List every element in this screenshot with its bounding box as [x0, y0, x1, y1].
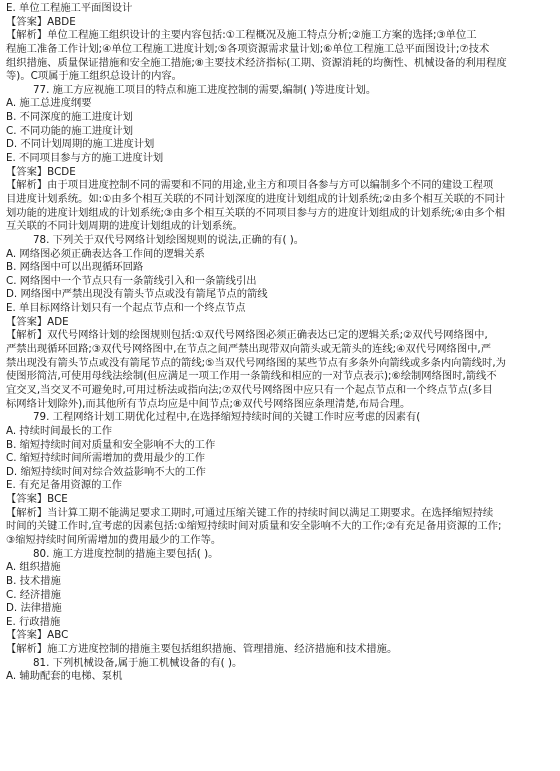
explanation-continuation: 严禁出现循环回路;③双代号网络图中,在节点之间严禁出现带双向箭头或无箭头的连线;④双代号网络图中,严: [6, 343, 492, 356]
answer-key: 【答案】BCDE: [6, 165, 76, 178]
answer-option: E. 单目标网络计划只有一个起点节点和一个终点节点: [6, 302, 246, 315]
explanation-continuation: 组织措施、质量保证措施和安全施工措施;⑧主要技术经济指标(工期、资源消耗的均衡性、机械设备的利用程度: [6, 56, 507, 69]
answer-option: A. 网络图必须正确表达各工作间的逻辑关系: [6, 247, 205, 260]
explanation-continuation: 使图形简洁,可使用母线法绘制(但应满足一项工作用一条箭线和相应的一对节点表示);⑥绘制网络图时,箭线不: [6, 370, 497, 383]
answer-option: B. 缩短持续时间对质量和安全影响不大的工作: [6, 438, 216, 451]
answer-option: D. 法律措施: [6, 602, 62, 615]
answer-key: 【答案】ABC: [6, 629, 69, 642]
answer-option: E. 不同项目参与方的施工进度计划: [6, 152, 164, 165]
answer-key: 【答案】ABDE: [6, 15, 76, 28]
answer-option: C. 缩短持续时间所需增加的费用最少的工作: [6, 452, 206, 465]
answer-option: A. 辅助配套的电梯、泵机: [6, 670, 123, 683]
explanation-continuation: 宜交叉,当交叉不可避免时,可用过桥法或指向法;⑦双代号网络图中应只有一个起点节点和一个终点节点(多目: [6, 383, 493, 396]
answer-option: D. 不同计划周期的施工进度计划: [6, 138, 155, 151]
explanation-continuation: 标网络计划除外),而其他所有节点均应是中间节点;⑧双代号网络图应条理清楚,布局合理。: [6, 397, 411, 410]
answer-option: C. 不同功能的施工进度计划: [6, 124, 134, 137]
question-stem: 80. 施工方进度控制的措施主要包括( )。: [33, 547, 219, 560]
explanation-continuation: 禁出现没有箭头节点或没有箭尾节点的箭线;⑤当双代号网络图的某些节点有多条外向箭线或多条内向箭线时,为: [6, 356, 506, 369]
answer-option: C. 网络图中一个节点只有一条箭线引入和一条箭线引出: [6, 274, 257, 287]
answer-option: A. 施工总进度纲要: [6, 97, 92, 110]
explanation-start: 【解析】单位工程施工组织设计的主要内容包括:①工程概况及施工特点分析;②施工方案的选择;③单位工: [6, 29, 477, 42]
explanation-continuation: 目进度计划系统。如:①由多个相互关联的不同计划深度的进度计划组成的计划系统;②由多个相互关联的不同计: [6, 192, 506, 205]
explanation-start: 【解析】施工方进度控制的措施主要包括组织措施、管理措施、经济措施和技术措施。: [6, 643, 398, 656]
answer-option: B. 技术措施: [6, 574, 61, 587]
explanation-continuation: 等)。C项属于施工组织总设计的内容。: [6, 70, 182, 83]
answer-option: A. 持续时间最长的工作: [6, 424, 113, 437]
answer-option: E. 有充足备用资源的工作: [6, 479, 123, 492]
answer-option: C. 经济措施: [6, 588, 61, 601]
answer-option: A. 组织措施: [6, 561, 61, 574]
explanation-start: 【解析】由于项目进度控制不同的需要和不同的用途,业主方和项目各参与方可以编制多个不同的建设工程项: [6, 179, 494, 192]
answer-option: B. 不同深度的施工进度计划: [6, 111, 133, 124]
answer-option: E. 单位工程施工平面图设计: [6, 2, 133, 14]
answer-key: 【答案】BCE: [6, 493, 68, 506]
answer-option: D. 缩短持续时间对综合效益影响不大的工作: [6, 465, 206, 478]
explanation-start: 【解析】当计算工期不能满足要求工期时,可通过压缩关键工作的持续时间以满足工期要求。在选择缩短持续: [6, 506, 494, 519]
answer-key: 【答案】ADE: [6, 315, 69, 328]
question-stem: 78. 下列关于双代号网络计划绘图规则的说法,正确的有( )。: [33, 233, 305, 246]
question-stem: 77. 施工方应视施工项目的特点和施工进度控制的需要,编制( )等进度计划。: [33, 83, 377, 96]
answer-option: D. 网络图中严禁出现没有箭头节点或没有箭尾节点的箭线: [6, 288, 268, 301]
explanation-continuation: 互关联的不同计划周期的进度计划组成的计划系统。: [6, 220, 243, 233]
explanation-continuation: 程施工准备工作计划;④单位工程施工进度计划;⑤各项资源需求量计划;⑥单位工程施工总平面图设计;⑦技术: [6, 42, 490, 55]
question-stem: 79. 工程网络计划工期优化过程中,在选择缩短持续时间的关键工作时应考虑的因素有(: [33, 411, 421, 424]
question-stem: 81. 下列机械设备,属于施工机械设备的有( )。: [33, 656, 243, 669]
document-page: [6, 2, 554, 684]
explanation-continuation: 划功能的进度计划组成的计划系统;③由多个相互关联的不同项目参与方的进度计划组成的计划系统;④由多个相: [6, 206, 506, 219]
explanation-start: 【解析】双代号网络计划的绘图规则包括:①双代号网络图必须正确表达已定的逻辑关系;②双代号网络图中,: [6, 329, 488, 342]
answer-option: E. 行政措施: [6, 615, 61, 628]
explanation-continuation: 时间的关键工作时,宜考虑的因素包括:①缩短持续时间对质量和安全影响不大的工作;②有充足备用资源的工作;: [6, 520, 502, 533]
answer-option: B. 网络图中可以出现循环回路: [6, 261, 144, 274]
explanation-continuation: ③缩短持续时间所需增加的费用最少的工作等。: [6, 533, 222, 546]
